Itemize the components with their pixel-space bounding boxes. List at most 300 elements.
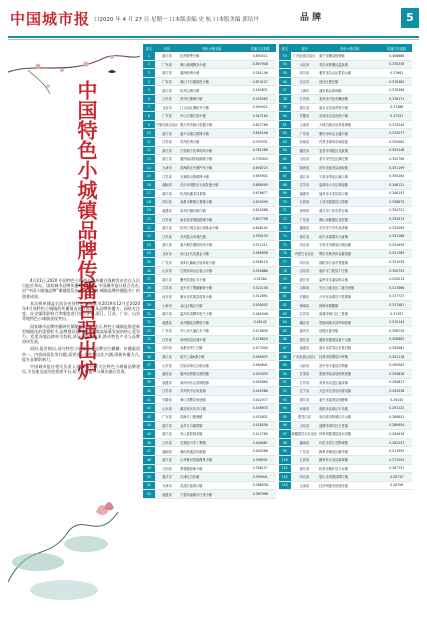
town-name-cell: 涪陵区蔺市镇 [318,327,381,336]
table-row [143,120,276,129]
province-cell: 浙江省 [155,52,179,60]
province-cell: 江苏省 [155,94,179,103]
town-name-cell: 湖州南浔善琏湖笔小镇 [179,155,244,164]
town-name-cell: 福州市永泰县嵩口镇 [318,189,381,198]
rank-cell: 49 [143,464,155,473]
rank-cell: 40 [143,387,155,396]
town-name-cell: 湖州市德清县莫干山镇 [318,335,381,344]
table-row [143,69,276,78]
rank-cell: 26 [143,266,155,275]
province-cell: 山东省 [155,266,179,275]
province-cell: 湖北省 [155,369,179,378]
province-cell: 浙江省 [155,309,179,318]
table-row [279,163,412,172]
province-cell: 浙江省 [155,430,179,439]
index-cell: 0.150063 [244,94,276,103]
table-row [279,412,412,421]
index-cell: 0.52284 [244,275,276,284]
town-name-cell: 晋中市平遥县古陶镇 [318,361,381,370]
index-cell: 0.735443 [244,155,276,164]
index-cell: 0.405266 [244,447,276,456]
index-cell: 0.338875 [381,198,412,207]
town-name-cell: 佛山禅城陶谷小镇 [179,60,244,69]
index-cell: 0.286954 [381,421,412,430]
rank-cell: 3 [143,69,155,78]
province-cell: 广西壮族自治区 [291,52,319,60]
province-cell: 江苏省 [155,335,179,344]
index-cell: 0.398157 [244,464,276,473]
table-row [279,180,412,189]
town-name-cell: 日照市岚山区奎山小镇 [179,266,244,275]
town-name-cell: 大连市瓦房店市谢屯镇 [318,387,381,396]
town-name-cell: 常州石墨烯小镇 [179,94,244,103]
rank-cell: 100 [279,455,291,464]
table-row [143,284,276,293]
rank-cell: 62 [279,129,291,138]
rank-cell: 41 [143,395,155,404]
index-cell: 0.569658 [244,249,276,258]
rank-cell: 83 [279,309,291,318]
town-name-cell: 桂林市阳朔县兴坪镇 [318,352,381,361]
town-name-cell: 中山古镇灯饰小镇 [179,112,244,121]
town-name-cell: 宁波海宁皮革时尚小镇 [179,146,244,155]
article-paragraph: 国家城市品牌传播研究课题组负责人表示,特色小城镇是推进新型城镇化的重要抓手,品牌建设是特色小城镇高质量发展的核心竞争力。希望各地以榜单为契机,讲好小城镇故事,推动特色产业与品牌协同发展。 [22,323,140,345]
province-cell: 福建省 [155,206,179,215]
province-cell: 浙江省 [155,146,179,155]
town-name-cell: 常州市武进区嘉泽镇 [318,378,381,387]
table-row [143,155,276,164]
province-cell: 浙江省 [291,232,319,241]
town-name-cell: 杭州西湖龙坞茶镇 [179,189,244,198]
index-cell: 0.590135 [244,232,276,241]
table-row [143,180,276,189]
province-cell: 上海市 [155,301,179,310]
index-cell: 0.695941 [244,172,276,181]
rank-cell: 79 [279,275,291,284]
index-cell: 0.436933 [244,404,276,413]
index-cell: 0.947164 [244,112,276,121]
index-cell: 0.390941 [244,473,276,482]
rank-cell: 28 [143,284,155,293]
province-cell: 江西省 [291,455,319,464]
table-row [279,361,412,370]
index-cell: 0.606142 [244,223,276,232]
town-name-cell: 浦东新区新场镇 [318,86,381,95]
rank-cell: 13 [143,155,155,164]
index-cell: 0.464641 [244,361,276,370]
index-cell: 0.317727 [381,292,412,301]
table-row [143,112,276,121]
rank-cell: 16 [143,180,155,189]
town-name-cell: 西安市蓝田县汤峪镇 [318,163,381,172]
article-paragraph: 同时,报告指出,部分特色小城镇存在品牌定位模糊、传播渠道单一、内容同质化等问题,需要进一步挖掘文化内涵,创新传播方式,提升品牌影响力。 [22,346,140,362]
rank-cell: 81 [279,292,291,301]
province-cell: 浙江省 [155,86,179,95]
rank-cell: 29 [143,292,155,301]
table-row [143,318,276,327]
table-row [143,103,276,112]
table-row [279,464,412,473]
index-cell: 0.698725 [244,163,276,172]
rank-cell: 37 [143,361,155,370]
table-row [143,335,276,344]
newspaper-logo: 中国城市报 [10,10,91,28]
index-cell: 0.163631 [244,86,276,95]
index-cell: 0.284916 [381,430,412,439]
province-cell: 云南省 [291,481,319,490]
index-cell: 0.620088 [244,206,276,215]
province-cell: 内蒙古自治区 [291,249,319,258]
province-cell: 黑龙江省 [291,412,319,421]
province-cell: 江西省 [155,464,179,473]
index-cell: 0.37661 [381,69,412,78]
town-name-cell: 苏州苏绣小镇 [179,137,244,146]
table-row [143,189,276,198]
rank-cell: 97 [279,430,291,439]
province-cell: 四川省 [155,344,179,353]
table-row [279,284,412,293]
province-cell: 广东省 [155,112,179,121]
province-cell: 安徽省 [291,112,319,121]
province-cell: 新疆维吾尔自治区 [291,430,319,439]
rank-cell: 46 [143,438,155,447]
table-row [279,266,412,275]
headline: 中国特色小城镇品牌传播百强出炉 [74,80,98,380]
province-cell: 安徽省 [155,395,179,404]
town-name-cell: 绍兴上虞e游小镇 [179,352,244,361]
town-name-cell: 肇庆市四会玉器小镇 [318,129,381,138]
table-row [279,275,412,284]
index-cell: 0.795331 [244,137,276,146]
town-name-cell: 杭州梦想小镇 [179,52,244,60]
rank-cell: 48 [143,455,155,464]
table-row [279,421,412,430]
town-name-cell: 房山区长沟基金小镇 [179,249,244,258]
rank-cell: 75 [279,241,291,250]
rank-cell: 95 [279,412,291,421]
town-name-cell: 成都市安仁古镇 [179,344,244,353]
rank-cell: 85 [279,327,291,336]
index-cell: 0.897948 [244,60,276,69]
province-cell: 福建省 [291,189,319,198]
province-cell: 江西省 [291,198,319,207]
rank-cell: 43 [143,412,155,421]
town-name-cell: 怀化市洪江市黔城镇 [318,438,381,447]
province-cell: 浙江省 [155,223,179,232]
province-cell: 吉林省 [291,284,319,293]
province-cell: 天津市 [155,481,179,490]
index-cell: 0.473394 [244,344,276,353]
column-header-rank: 排名 [279,44,291,52]
index-cell: 0.386688 [381,52,412,60]
rank-cell: 70 [279,198,291,207]
table-row [143,421,276,430]
province-cell: 安徽省 [291,292,319,301]
table-row [143,481,276,490]
rank-cell: 2 [143,60,155,69]
rank-cell: 65 [279,155,291,164]
town-name-cell: 绍兴市诸暨市大唐镇 [318,232,381,241]
town-name-cell: 哈尔滨市阿城区平山镇 [318,412,381,421]
table-row [143,163,276,172]
province-cell: 广东省 [291,129,319,138]
town-name-cell: 苏州吴中区甪直镇 [179,387,244,396]
rank-cell: 61 [279,120,291,129]
index-cell: 0.271992 [381,447,412,456]
rank-cell: 69 [279,189,291,198]
index-cell: 0.351199 [381,163,412,172]
table-row [143,387,276,396]
index-cell: 0.894311 [244,52,276,60]
index-cell: 0.324959 [381,241,412,250]
town-name-cell: 温州市永嘉县桥头镇 [318,275,381,284]
province-cell: 浙江省 [155,241,179,250]
town-name-cell: 杭州云栖小镇 [179,86,244,95]
table-row [143,129,276,138]
table-row [143,361,276,370]
table-row [279,327,412,336]
table-row [279,447,412,456]
index-cell: 0.550888 [244,266,276,275]
province-cell: 浙江省 [291,335,319,344]
index-cell: 0.450664 [244,378,276,387]
town-name-cell: 舟山普陀桃花镇 [179,430,244,439]
town-name-cell: 泉州石狮市蚶江镇 [179,206,244,215]
index-cell: 0.331188 [381,232,412,241]
article-body [22,278,140,376]
index-cell: 0.376396 [381,86,412,95]
table-row [143,473,276,482]
province-cell: 江苏省 [291,94,319,103]
town-name-cell: 张掖市临泽县倪家营镇 [318,369,381,378]
table-row [279,369,412,378]
rank-cell: 18 [143,198,155,207]
rank-cell: 84 [279,318,291,327]
table-row [143,52,276,60]
town-name-cell: 杭州市桐庐县分水镇 [318,464,381,473]
index-cell: 0.469937 [244,352,276,361]
rank-cell: 67 [279,172,291,181]
town-name-cell: 嘉兴乌镇互联网小镇 [179,129,244,138]
province-cell: 山东省 [291,266,319,275]
table-row [143,60,276,69]
rank-cell: 68 [279,180,291,189]
town-name-cell: 泰州市兴化市戴南镇 [318,94,381,103]
province-cell: 北京市 [291,77,319,86]
rank-cell: 87 [279,344,291,353]
index-cell: 0.346147 [381,189,412,198]
town-name-cell: 嘉兴桐乡濮院时尚小镇 [179,241,244,250]
rank-cell: 1 [143,52,155,60]
rank-cell: 53 [279,52,291,60]
province-cell: 湖北省 [291,318,319,327]
town-name-cell: 台州黄岩智能模具小镇 [179,455,244,464]
rank-cell: 59 [279,103,291,112]
index-cell: 0.350264 [381,172,412,181]
town-name-cell: 洛阳市孟津区平乐镇 [318,404,381,413]
province-cell: 浙江省 [155,352,179,361]
index-cell: 0.317481 [381,301,412,310]
province-cell: 浙江省 [155,421,179,430]
table-row [279,292,412,301]
ranking-table-right [279,44,412,490]
table-row [279,352,412,361]
index-cell: 0.321283 [381,249,412,258]
town-name-cell: 遵义市仁怀市茅台镇 [318,206,381,215]
table-row [279,378,412,387]
province-cell: 福建省 [155,378,179,387]
rank-cell: 9 [143,120,155,129]
table-row [143,258,276,267]
table-row [143,404,276,413]
table-row [143,275,276,284]
town-name-cell: 武清区崔黄口镇 [179,481,244,490]
town-name-cell: 恩施州咸丰县坪坝营镇 [318,318,381,327]
index-cell: 0.37297 [381,112,412,121]
town-name-cell: 滨海新区中塘汽车小镇 [179,163,244,172]
province-cell: 江苏省 [155,438,179,447]
town-name-cell: 绵阳市江油市青莲镇 [318,258,381,267]
town-name-cell: 无锡鸿山物联网小镇 [179,172,244,181]
table-row [279,69,412,78]
table-row [279,172,412,181]
rank-cell: 55 [279,69,291,78]
town-name-cell: 眉山市洪雅县柳江镇 [318,473,381,482]
table-row [143,232,276,241]
table-row [279,223,412,232]
town-name-cell: 鄂尔多斯市伊金霍洛旗 [318,249,381,258]
rank-cell: 45 [143,430,155,439]
province-cell: 上海市 [291,86,319,95]
index-cell: 0.412783 [244,430,276,439]
province-cell: 广东省 [155,412,179,421]
table-row [279,232,412,241]
index-cell: 0.686595 [244,180,276,189]
province-cell: 江苏省 [155,387,179,396]
table-row [143,86,276,95]
town-name-cell: 中山市大涌红木小镇 [179,327,244,336]
index-cell: 0.442577 [244,395,276,404]
index-cell: 0.445588 [244,387,276,396]
index-cell: 0.827789 [244,120,276,129]
province-cell: 福建省 [155,490,179,499]
province-cell: 广东省 [291,447,319,456]
town-name-cell: 珠海斗门莲洲镇 [179,412,244,421]
table-row [143,455,276,464]
index-cell: 0.320014 [381,275,412,284]
rank-cell: 74 [279,232,291,241]
rank-cell: 39 [143,378,155,387]
town-name-cell: 六安市金寨县天堂寨镇 [318,292,381,301]
table-row [143,301,276,310]
table-row [143,369,276,378]
province-cell: 山东省 [291,60,319,69]
rank-cell: 50 [143,473,155,482]
province-cell: 浙江省 [291,395,319,404]
province-cell: 河南省 [291,404,319,413]
column-header-town: 特色小镇名称 [318,44,381,52]
index-cell: 0.332913 [381,215,412,224]
table-row [143,146,276,155]
town-name-cell: 金山区枫泾小镇 [179,301,244,310]
index-cell: 0.294338 [381,387,412,396]
province-cell: 广东省 [155,327,179,336]
town-name-cell: 青岛市即墨区温泉镇 [318,60,381,69]
rank-cell: 89 [279,361,291,370]
index-cell: 0.453435 [244,369,276,378]
town-name-cell: 金华义乌佛堂镇 [179,421,244,430]
province-cell: 陕西省 [291,163,319,172]
column-header-town: 特色小镇名称 [179,44,244,52]
rank-cell: 47 [143,447,155,456]
header-rule-thin [8,39,419,40]
table-row [279,189,412,198]
index-cell: 0.512691 [244,292,276,301]
town-name-cell: 赣州市大余县新城镇 [318,455,381,464]
table-row [279,249,412,258]
rank-cell: 78 [279,266,291,275]
town-name-cell: 石家庄市鹿泉区铜冶镇 [318,241,381,250]
rank-cell: 38 [143,369,155,378]
province-cell: 福建省 [291,344,319,353]
table-row [143,490,276,499]
province-cell: 四川省 [291,473,319,482]
province-cell: 浙江省 [155,69,179,78]
province-cell: 广东省 [155,60,179,69]
province-cell: 四川省 [291,258,319,267]
town-name-cell: 宣城市泾县宣纸小镇 [318,112,381,121]
table-row [143,395,276,404]
table-row [279,301,412,310]
province-cell: 浙江省 [291,103,319,112]
town-name-cell: 宁德市福鼎市白茶小镇 [179,490,244,499]
rank-cell: 5 [143,86,155,95]
table-row [279,103,412,112]
rank-cell: 63 [279,137,291,146]
table-row [143,430,276,439]
province-cell: 四川省 [155,198,179,207]
index-cell: 0.479839 [244,327,276,336]
rank-cell: 99 [279,447,291,456]
table-row [279,198,412,207]
province-cell: 辽宁省 [291,387,319,396]
rank-cell: 56 [279,77,291,86]
index-cell: 0.348121 [381,180,412,189]
index-cell: 0.476824 [244,335,276,344]
town-name-cell: 漳州市东山县铜陵镇 [179,378,244,387]
rank-cell: 80 [279,284,291,293]
town-name-cell: 丽水市龙泉青瓷小镇 [318,103,381,112]
index-cell: 0.370077 [381,129,412,138]
rank-cell: 19 [143,206,155,215]
index-cell: 0.26715 [381,473,412,482]
province-cell: 浙江省 [291,464,319,473]
table-row [143,447,276,456]
index-cell: 0.352706 [381,155,412,164]
town-name-cell: 湖州丝绸小镇 [179,69,244,78]
index-cell: 0.632099 [244,198,276,207]
province-cell: 甘肃省 [291,369,319,378]
index-cell: 0.303981 [381,344,412,353]
rank-cell: 76 [279,249,291,258]
rank-cell: 73 [279,223,291,232]
rank-cell: 58 [279,94,291,103]
index-cell: 0.31397 [381,309,412,318]
rank-cell: 12 [143,146,155,155]
town-name-cell: 长沙市宁乡市灰汤镇 [318,223,381,232]
table-row [143,266,276,275]
town-name-cell: 南宁市横县校椅镇 [318,52,381,60]
